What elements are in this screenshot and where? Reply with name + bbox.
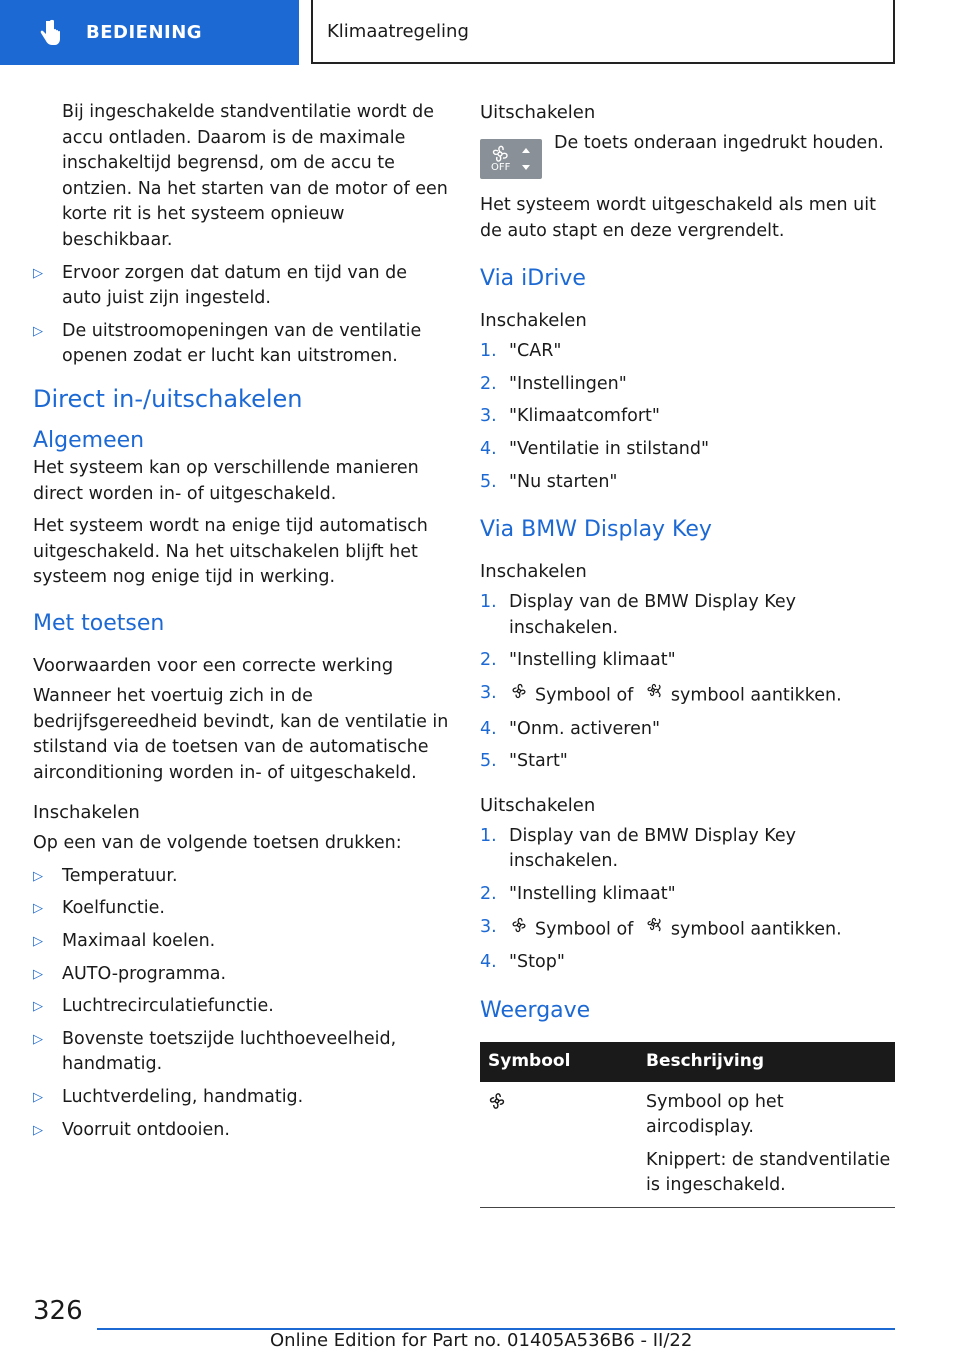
list-item: 1. Display van de BMW Display Key inschakelen. bbox=[480, 592, 797, 638]
left-column bbox=[33, 100, 451, 1150]
list-item: ▷ Koelfunctie. bbox=[33, 896, 451, 922]
uitschakelen-paragraph: Het systeem wordt uitgeschakeld als men uit de auto stapt en deze vergrendelt. bbox=[480, 195, 876, 241]
heading-via-idrive: Via iDrive bbox=[480, 266, 586, 292]
list-item: ▷ De uitstroomopeningen van de ventilatie openen zodat er lucht kan uitstromen. bbox=[33, 319, 451, 370]
list-item: 4. "Onm. activeren" bbox=[480, 718, 660, 739]
list-item: 3. Symbool of symbool aantikken. bbox=[480, 915, 895, 944]
list-item: 1. "CAR" bbox=[480, 341, 562, 362]
heading-inschakelen: Inschakelen bbox=[33, 802, 140, 824]
off-button-row bbox=[480, 131, 895, 179]
page-number: 326 bbox=[33, 1296, 83, 1326]
list-item: ▷ Luchtrecirculatiefunctie. bbox=[33, 994, 451, 1020]
heading-voorwaarden: Voorwaarden voor een correcte werking bbox=[33, 654, 394, 676]
list-item: 5. "Start" bbox=[480, 751, 568, 772]
list-item: 2. "Instelling klimaat" bbox=[480, 883, 676, 904]
algemeen-paragraph-1: Het systeem kan op verschillende manieren direct worden in- of uitgeschakeld. bbox=[33, 457, 419, 504]
fan-icon bbox=[509, 915, 529, 944]
list-item: ▷ Maximaal koelen. bbox=[33, 929, 451, 955]
heading-weergave: Weergave bbox=[480, 997, 591, 1023]
hand-pointer-icon bbox=[38, 18, 66, 48]
list-item: 2. "Instellingen" bbox=[480, 373, 627, 394]
triangle-bullet-icon: ▷ bbox=[33, 966, 43, 982]
triangle-bullet-icon: ▷ bbox=[33, 1031, 43, 1047]
fan-icon bbox=[486, 1097, 508, 1117]
fan-heat-icon bbox=[645, 915, 665, 944]
list-item: 4. "Stop" bbox=[480, 952, 565, 973]
table-cell-symbol bbox=[480, 1090, 640, 1199]
table-header bbox=[480, 1042, 895, 1082]
list-item: ▷ Ervoor zorgen dat datum en tijd van de auto juist zijn ingesteld. bbox=[33, 261, 451, 312]
right-column bbox=[480, 100, 895, 1208]
triangle-bullet-icon: ▷ bbox=[33, 901, 43, 917]
list-item: ▷ Temperatuur. bbox=[33, 864, 451, 890]
triangle-bullet-icon: ▷ bbox=[33, 999, 43, 1015]
list-item: 5. "Nu starten" bbox=[480, 471, 618, 492]
off-label: OFF bbox=[491, 162, 511, 173]
triangle-bullet-icon: ▷ bbox=[33, 323, 43, 339]
heading-idrive-inschakelen: Inschakelen bbox=[480, 310, 587, 332]
fan-off-button-icon bbox=[480, 139, 542, 179]
chapter-title: Klimaatregeling bbox=[327, 20, 469, 42]
list-item: 3. Symbool of symbool aantikken. bbox=[480, 681, 895, 710]
table-cell-description: Symbool op het aircodisplay. Knippert: de standventilatie is ingeschakeld. bbox=[646, 1091, 891, 1196]
inschakelen-paragraph: Op een van de volgende toetsen drukken: bbox=[33, 833, 402, 854]
heading-direct: Direct in-/uitschakelen bbox=[33, 384, 303, 413]
table-row bbox=[480, 1082, 895, 1208]
triangle-bullet-icon: ▷ bbox=[33, 1090, 43, 1106]
list-item: 1. Display van de BMW Display Key inschakelen. bbox=[480, 825, 797, 872]
triangle-bullet-icon: ▷ bbox=[33, 868, 43, 884]
list-item: 3. "Klimaatcomfort" bbox=[480, 406, 660, 427]
list-item: ▷ Bovenste toetszijde luchthoeveelheid, handmatig. bbox=[33, 1027, 451, 1078]
uitschakelen-instruction: De toets onderaan ingedrukt houden. bbox=[554, 133, 884, 153]
algemeen-paragraph-2: Het systeem wordt na enige tijd automatisch uitgeschakeld. Na het uitschakelen blijft het systeem nog enige tijd in werking. bbox=[33, 516, 428, 588]
list-item: ▷ AUTO-programma. bbox=[33, 962, 451, 988]
column-header-beschrijving: Beschrijving bbox=[646, 1050, 765, 1071]
symbol-table bbox=[480, 1042, 895, 1208]
list-item: ▷ Luchtverdeling, handmatig. bbox=[33, 1085, 451, 1111]
triangle-bullet-icon: ▷ bbox=[33, 934, 43, 950]
column-header-symbool: Symbool bbox=[488, 1050, 571, 1071]
heading-via-display-key: Via BMW Display Key bbox=[480, 517, 712, 543]
fan-icon bbox=[509, 681, 529, 710]
list-item: 4. "Ventilatie in stilstand" bbox=[480, 438, 710, 459]
heading-algemeen: Algemeen bbox=[33, 427, 145, 453]
section-tab bbox=[0, 0, 299, 65]
triangle-bullet-icon: ▷ bbox=[33, 265, 43, 281]
edition-text: Online Edition for Part no. 01405A536B6 - II/22 bbox=[270, 1330, 693, 1351]
heading-key-uitschakelen: Uitschakelen bbox=[480, 794, 596, 816]
chapter-header bbox=[311, 0, 895, 64]
heading-key-inschakelen: Inschakelen bbox=[480, 561, 587, 583]
section-label: BEDIENING bbox=[86, 22, 203, 43]
list-item: 2. "Instelling klimaat" bbox=[480, 650, 676, 671]
voorwaarden-paragraph: Wanneer het voertuig zich in de bedrijfsgereedheid bevindt, kan de ventilatie in stilstand via de toetsen van de automatische airconditioning worden in- of uitgeschakeld. bbox=[33, 685, 449, 783]
heading-uitschakelen: Uitschakelen bbox=[480, 102, 596, 123]
intro-paragraph: Bij ingeschakelde standventilatie wordt de accu ontladen. Daarom is de maximale inschakeltijd begrensd, om de accu te ontzien. Na het starten van de motor of een korte rit is het systeem opnieuw beschikbaar. bbox=[62, 102, 448, 250]
list-item: ▷ Voorruit ontdooien. bbox=[33, 1118, 451, 1144]
triangle-bullet-icon: ▷ bbox=[33, 1122, 43, 1138]
fan-heat-icon bbox=[645, 681, 665, 710]
heading-met-toetsen: Met toetsen bbox=[33, 610, 165, 636]
